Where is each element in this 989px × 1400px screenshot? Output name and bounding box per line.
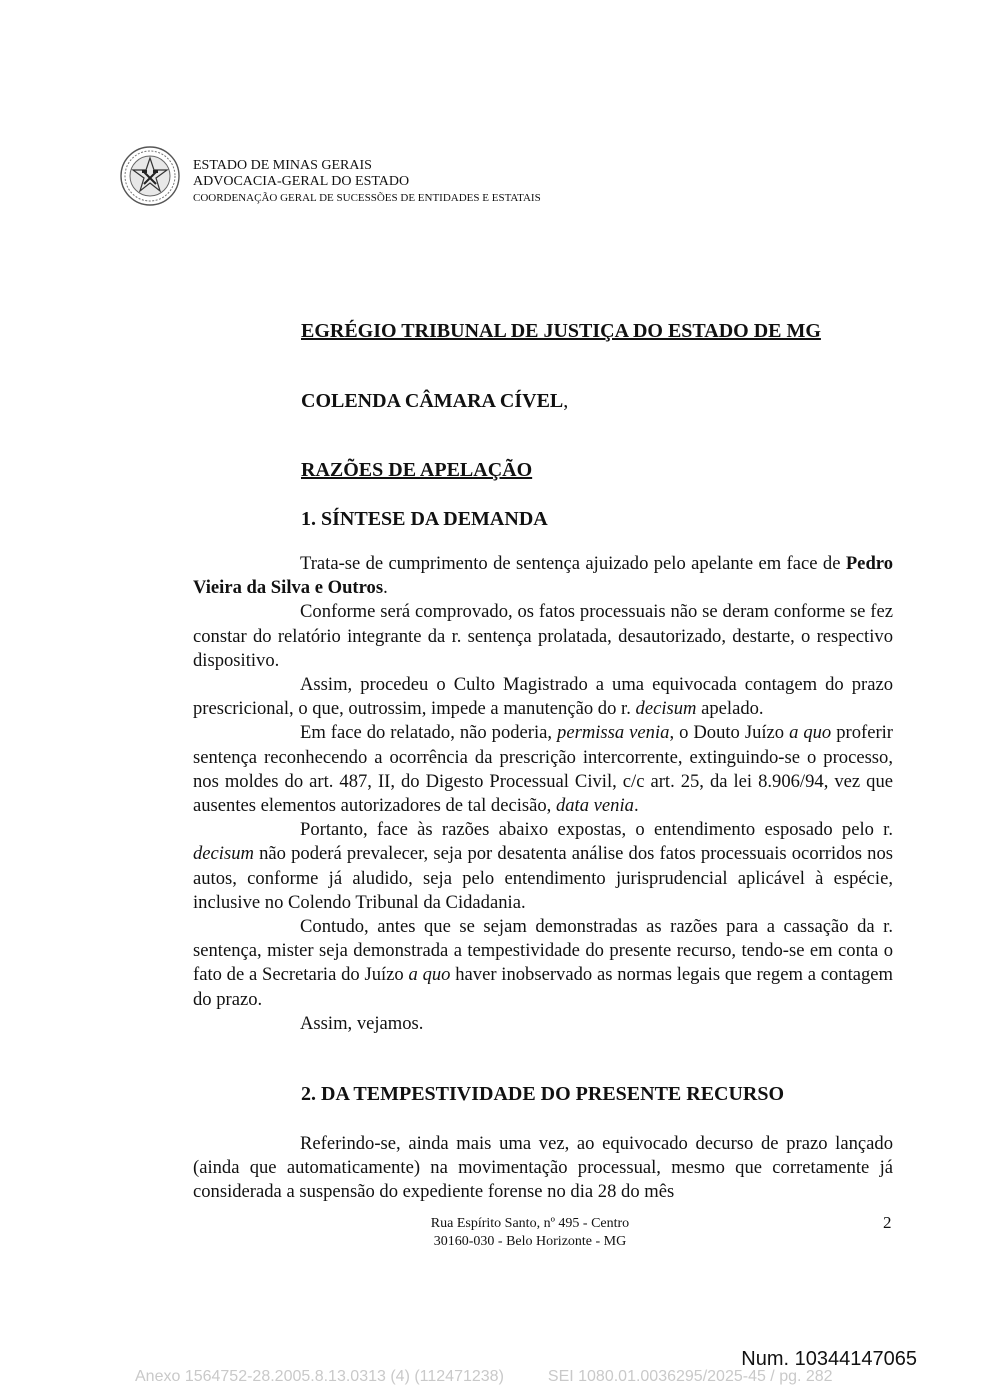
razoes-title: RAZÕES DE APELAÇÃO [301,459,533,481]
tribunal-title: EGRÉGIO TRIBUNAL DE JUSTIÇA DO ESTADO DE MG [301,320,821,342]
camara-title [301,390,568,413]
p3-text: Assim, procedeu o Culto Magistrado a uma equivocada contagem do prazo prescricional, o que, outrossim, impede a manutenção do r. [193,674,893,720]
document-number-stamp: Num. 10344147065 [741,1348,917,1370]
paragraph-3 [193,673,893,721]
footer-street: Rua Espírito Santo, nº 495 - Centro [430,1216,630,1231]
section-2-heading: 2. DA TEMPESTIVIDADE DO PRESENTE RECURSO [301,1083,785,1105]
p1-party-name: Pedro Vieira da Silva e Outros [193,553,893,599]
state-seal-icon [120,146,180,206]
camara-title-text: COLENDA CÂMARA CÍVEL [301,390,564,412]
annex-sei-id: SEI 1080.01.0036295/2025-45 / pg. 282 [547,1368,833,1385]
camara-title-comma: , [563,390,569,412]
p3-end: apelado. [696,698,764,720]
footer-city: 30160-030 - Belo Horizonte - MG [433,1234,627,1249]
p5-text: Portanto, face às razões abaixo expostas, o entendimento esposado pelo r. [300,819,893,841]
p6-italic: a quo [408,964,451,986]
p3-italic: decisum [635,698,697,720]
p4-text-b: , o Douto Juízo [669,722,790,744]
p1-end: . [383,577,388,599]
letterhead-department: COORDENAÇÃO GERAL DE SUCESSÕES DE ENTIDADES E ESTATAIS [193,192,541,204]
p1-text: Trata-se de cumprimento de sentença ajuizado pelo apelante em face de [300,553,846,574]
p5-end: não poderá prevalecer, seja por desatenta análise dos fatos processuais ocorridos nos autos, conforme já aludido, seja pelo entendimento jurisprudencial aplicável à espécie, inclusive no Colendo Tribunal da Cidadania. [193,843,893,913]
p6-end: haver inobservado as normas legais que regem a contagem do prazo. [193,964,893,1010]
annex-process-id: Anexo 1564752-28.2005.8.13.0313 (4) (112471238) [135,1368,504,1385]
paragraph-4 [193,721,893,818]
p5-italic: decisum [193,843,254,865]
letterhead-agency: ADVOCACIA-GERAL DO ESTADO [193,174,410,189]
annex-watermark [135,1368,877,1386]
paragraph-7: Assim, vejamos. [300,1012,424,1034]
p4-italic-2: a quo [789,722,832,744]
footer-address [380,1215,680,1251]
p4-text-c: proferir sentença reconhecendo a ocorrência da prescrição intercorrente, extinguindo-se o processo, nos moldes do art. 487, II, do Digesto Processual Civil, c/c art. 25, da lei 8.906/94, vez que ausentes elementos autorizadores de tal decisão, [193,722,893,817]
paragraph-5 [193,818,893,915]
letterhead-state: ESTADO DE MINAS GERAIS [193,158,372,173]
letterhead [193,158,541,206]
p4-italic-3: data venia [555,795,634,817]
section-1-heading: 1. SÍNTESE DA DEMANDA [301,508,548,530]
page-number: 2 [883,1213,892,1232]
p4-end: . [633,795,639,817]
p4-text-a: Em face do relatado, não poderia, [300,722,558,744]
section-1-body [193,552,893,1036]
p6-text: Contudo, antes que se sejam demonstradas as razões para a cassação da r. sentença, mister seja demonstrada a tempestividade do presente recurso, tendo-se em conta o fato de a Secretaria do Juízo [193,916,893,986]
paragraph-1 [193,552,893,600]
p4-italic-1: permissa venia [557,722,670,744]
section-2-body [193,1132,893,1205]
paragraph-6 [193,915,893,1012]
paragraph-8: Referindo-se, ainda mais uma vez, ao equivocado decurso de prazo lançado (ainda que automaticamente) na movimentação processual, mesmo que corretamente já considerada a suspensão do expediente forense no dia 28 do mês [193,1133,893,1203]
paragraph-2: Conforme será comprovado, os fatos processuais não se deram conforme se fez constar do relatório integrante da r. sentença prolatada, desautorizado, destarte, o respectivo dispositivo. [193,601,893,671]
